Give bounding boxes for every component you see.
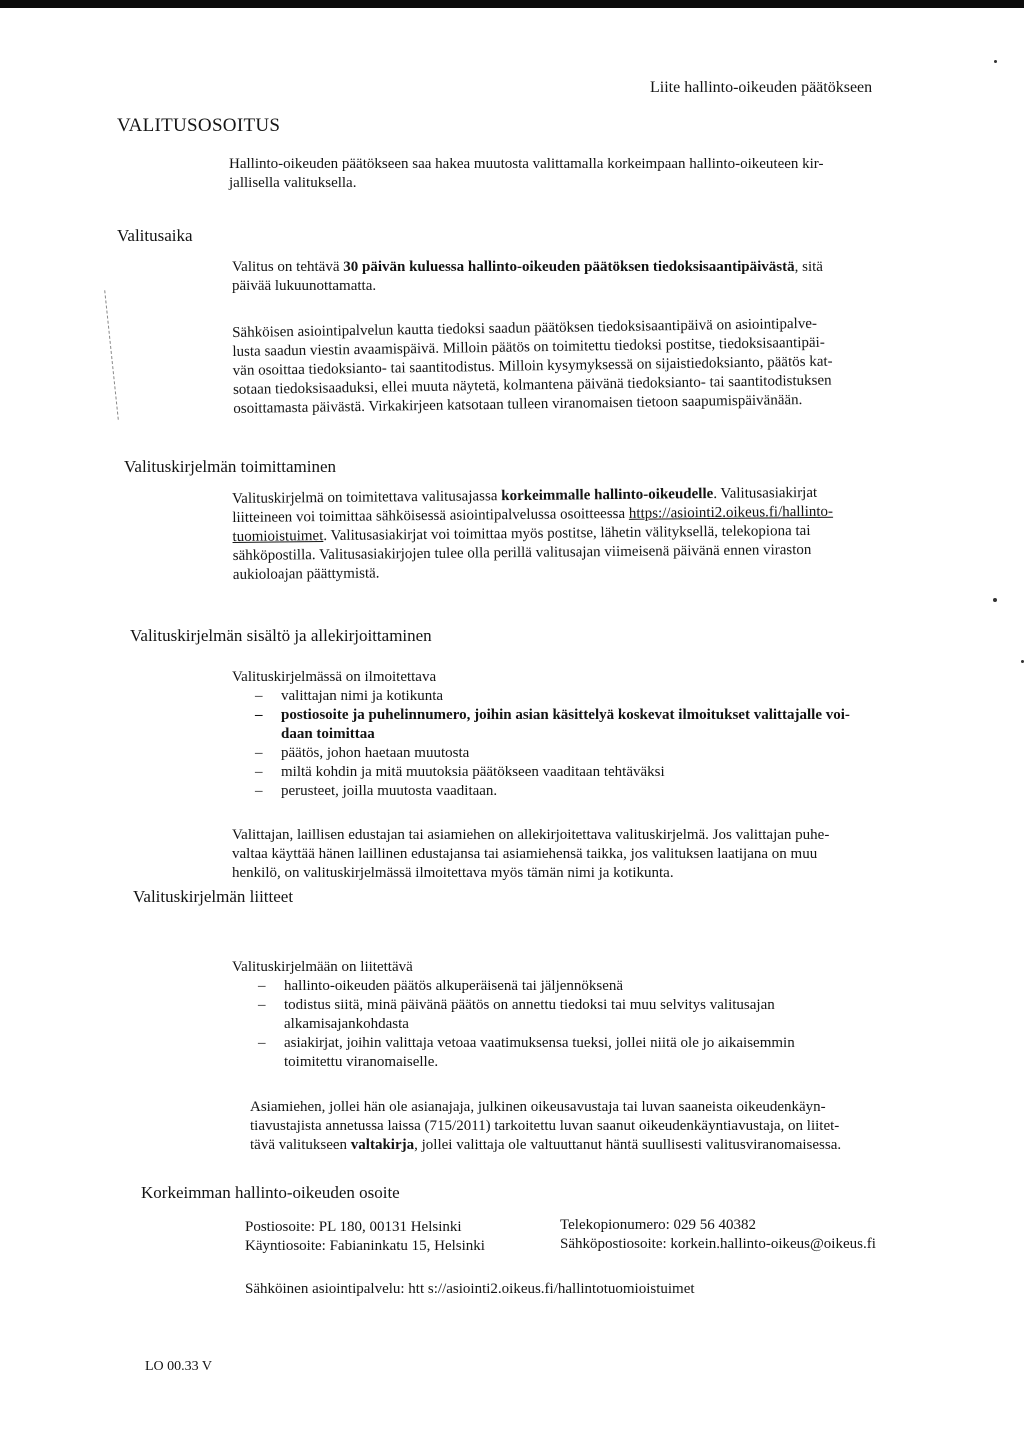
contents-list: [255, 687, 850, 801]
scan-top-border: [0, 0, 1024, 8]
text-line: henkilö, on valituskirjelmässä ilmoitettava myös tämän nimi ja kotikunta.: [232, 865, 674, 881]
list-item-text: valittajan nimi ja kotikunta: [281, 688, 444, 704]
postal-address: Postiosoite: PL 180, 00131 Helsinki: [245, 1219, 462, 1235]
list-item: [258, 1034, 795, 1053]
text-line: tiavustajista annetussa laissa (715/2011) tarkoitettu luvan saanut oikeudenkäyntiavustaja, on liitet-: [250, 1118, 840, 1134]
dash-bullet: –: [255, 688, 263, 704]
contents-intro: Valituskirjelmässä on ilmoitettava: [232, 669, 437, 685]
fax-number: Telekopionumero: 029 56 40382: [560, 1217, 757, 1233]
list-item: [258, 996, 795, 1015]
list-item-text: hallinto-oikeuden päätös alkuperäisenä tai jäljennöksenä: [284, 978, 624, 994]
list-item-continuation: [258, 1015, 795, 1034]
text-line: Asiamiehen, jollei hän ole asianajaja, julkinen oikeusavustaja tai luvan saaneista oikeudenkäyn-: [250, 1099, 826, 1115]
notification-date-paragraph: [232, 315, 833, 419]
eservice-link[interactable]: tuomioistuimet: [232, 528, 324, 545]
eservice-address[interactable]: Sähköinen asiointipalvelu: htt s://asiointi2.oikeus.fi/hallintotuomioistuimet: [245, 1281, 695, 1297]
text-line: osoittamasta päivästä. Virkakirjeen katsotaan tulleen viranomaisen tietoon saapumispäivänään.: [233, 392, 803, 417]
dash-bullet: –: [258, 1035, 266, 1051]
intro-paragraph: [229, 155, 824, 193]
power-of-attorney-emphasis: valtakirja: [350, 1137, 415, 1153]
document-title: VALITUSOSOITUS: [117, 115, 281, 136]
text-run: liitteineen voi toimittaa sähköisessä asiointipalvelussa osoitteessa: [232, 505, 629, 526]
text-run: Valituskirjelmä on toimitettava valitusajassa: [232, 488, 502, 507]
attachments-list: [258, 977, 795, 1072]
list-item-text: päätös, johon haetaan muutosta: [281, 745, 470, 761]
text-line: Valittajan, laillisen edustajan tai asiamiehen on allekirjoitettava valituskirjelmä. Jos valittajan puhe-: [232, 827, 830, 843]
text-line: päivää lukuunottamatta.: [232, 278, 377, 294]
form-code: LO 00.33 V: [145, 1359, 213, 1374]
dash-bullet: –: [255, 707, 263, 723]
text-run: . Valitusasiakirjat voi toimittaa myös postitse, lähetin välityksellä, telekopiona tai: [323, 522, 811, 545]
list-item: [255, 763, 850, 782]
list-item-text: todistus siitä, minä päivänä päätös on annettu tiedoksi tai muu selvitys valitusajan: [284, 997, 775, 1013]
deadline-emphasis: 30 päivän kuluessa hallinto-oikeuden päätöksen tiedoksisaantipäivästä: [343, 259, 795, 275]
scan-speck: [993, 598, 997, 602]
text-run: , sitä: [794, 259, 823, 275]
list-item-continuation: [255, 725, 850, 744]
section-heading-sisalto: Valituskirjelmän sisältö ja allekirjoittaminen: [130, 626, 432, 645]
signature-paragraph: [232, 826, 829, 883]
section-heading-address: Korkeimman hallinto-oikeuden osoite: [141, 1183, 400, 1202]
list-item-text: alkamisajankohdasta: [284, 1016, 409, 1032]
text-line: sotaan tiedoksisaaduksi, ellei muuta näytetä, kolmantena päivänä tiedoksianto- tai saantitodistuksen: [232, 372, 832, 398]
intro-line: Hallinto-oikeuden päätökseen saa hakea muutosta valittamalla korkeimpaan hallinto-oikeuteen kir-: [229, 156, 824, 172]
eservice-link[interactable]: https://asiointi2.oikeus.fi/hallinto-: [628, 503, 834, 522]
list-item: [255, 782, 850, 801]
text-line: sähköpostilla. Valitusasiakirjojen tulee olla perillä valitusajan viimeisenä päivänä ennen viraston: [232, 541, 812, 564]
list-item: [258, 977, 795, 996]
text-line: vän osoittaa tiedoksianto- tai saantitodistus. Milloin kysymyksessä on sijaistiedoksianto, päätös kat-: [232, 353, 833, 379]
list-item-text: miltä kohdin ja mitä muutoksia päätökseen vaaditaan tehtäväksi: [281, 764, 665, 780]
intro-line: jallisella valituksella.: [229, 175, 357, 191]
dash-bullet: –: [255, 783, 263, 799]
email-address[interactable]: Sähköpostiosoite: korkein.hallinto-oikeus@oikeus.fi: [560, 1236, 876, 1252]
dash-bullet: –: [258, 997, 266, 1013]
scan-speck: [994, 60, 997, 63]
visiting-address: Käyntiosoite: Fabianinkatu 15, Helsinki: [245, 1238, 485, 1254]
list-item-continuation: [258, 1053, 795, 1072]
list-item-text: postiosoite ja puhelinnumero, joihin asian käsittelyä koskevat ilmoitukset valittajalle voi-: [281, 707, 850, 723]
list-item: [255, 687, 850, 706]
text-run: . Valitusasiakirjat: [713, 484, 818, 502]
text-line: valtaa käyttää hänen laillinen edustajansa tai asiamiehensä taikka, jos valituksen laatijana on muu: [232, 846, 818, 862]
text-line: lusta saadun viestin avaamispäivä. Milloin päätös on toimitettu tiedoksi postitse, tiedoksisaantipäi-: [232, 334, 825, 360]
court-emphasis: korkeimmalle hallinto-oikeudelle: [501, 485, 714, 505]
dash-bullet: –: [255, 745, 263, 761]
text-run: , jollei valittaja ole valtuuttanut häntä suullisesti valitusviranomaisessa.: [414, 1137, 842, 1153]
appeal-period-paragraph: [232, 258, 823, 296]
text-line: Sähköisen asiointipalvelun kautta tiedoksi saadun päätöksen tiedoksisaantipäivä on asiointipalve-: [232, 315, 818, 341]
submission-paragraph: [232, 484, 834, 585]
section-heading-valitusaika: Valitusaika: [117, 226, 193, 245]
power-of-attorney-paragraph: [250, 1098, 841, 1155]
list-item-text: daan toimittaa: [281, 726, 375, 742]
list-item-text: perusteet, joilla muutosta vaaditaan.: [281, 783, 498, 799]
dash-bullet: –: [258, 978, 266, 994]
text-line: aukioloajan päättymistä.: [232, 565, 380, 583]
section-heading-toimittaminen: Valituskirjelmän toimittaminen: [124, 457, 336, 476]
section-heading-liitteet: Valituskirjelmän liitteet: [133, 887, 294, 906]
list-item-text: toimitettu viranomaiselle.: [284, 1054, 439, 1070]
list-item: [255, 744, 850, 763]
dash-bullet: –: [255, 764, 263, 780]
attachment-title: Liite hallinto-oikeuden päätökseen: [650, 79, 873, 96]
attachments-intro: Valituskirjelmään on liitettävä: [232, 959, 413, 975]
list-item: [255, 706, 850, 725]
text-run: Valitus on tehtävä: [232, 259, 344, 275]
list-item-text: asiakirjat, joihin valittaja vetoaa vaatimuksensa tueksi, jollei niitä ole jo aikaisemmin: [284, 1035, 795, 1051]
text-run: tävä valitukseen: [250, 1137, 351, 1153]
